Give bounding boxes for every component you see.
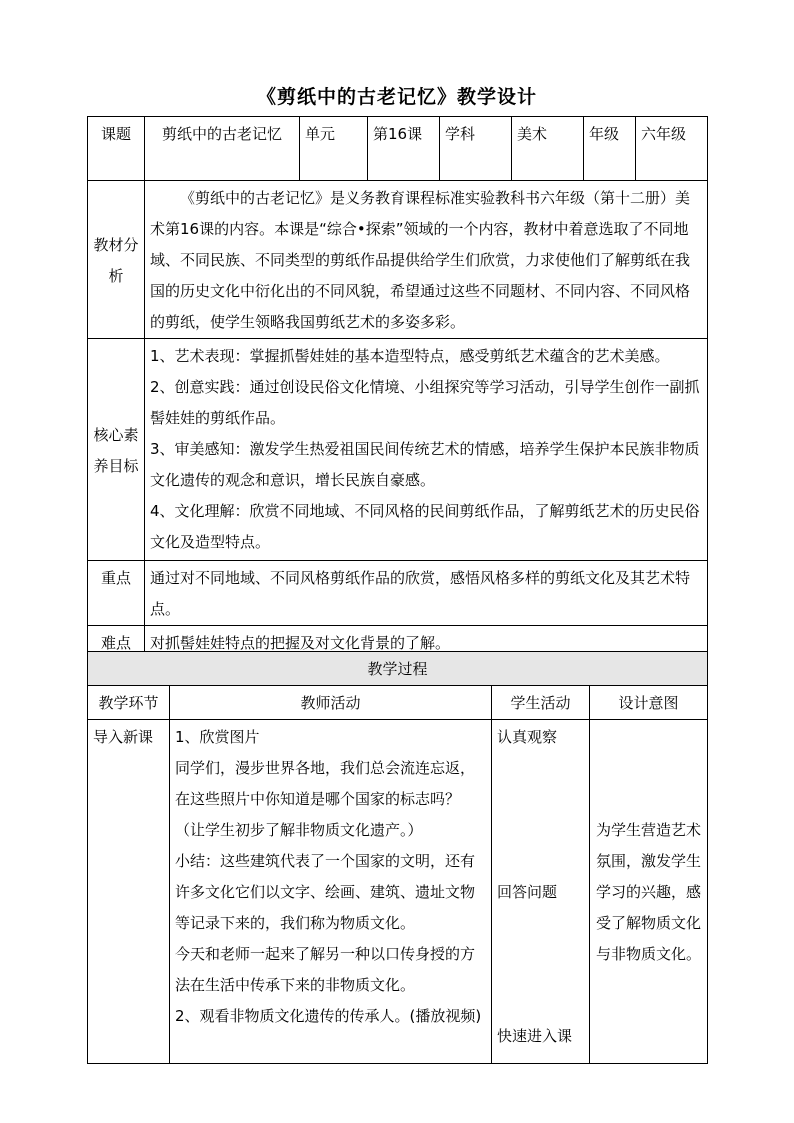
grade-value: 六年级: [636, 117, 708, 181]
analysis-label-text: 教材分析: [93, 235, 139, 285]
student-line: 快速进入课: [497, 1027, 573, 1045]
analysis-label: [88, 181, 145, 339]
process-table: [87, 651, 708, 1064]
lesson-info-table: [87, 116, 708, 660]
goal-item: 1、艺术表现：掌握抓髻娃娃的基本造型特点，感受剪纸艺术蕴含的艺术美感。: [150, 347, 670, 365]
teacher-line: 今天和老师一起来了解另一种以口传身授的方法在生活中传承下来的非物质文化。: [175, 945, 476, 994]
key-point-text: 通过对不同地域、不同风格剪纸作品的欣赏，感悟风格多样的剪纸文化及其艺术特点。: [145, 561, 708, 626]
subject-value: 美术: [512, 117, 584, 181]
subject-label: 学科: [440, 117, 512, 181]
analysis-text: 《剪纸中的古老记忆》是义务教育课程标准实验教科书六年级（第十二册）美术第16课的内容。本课是“综合•探索”领域的一个内容，教材中着意选取了不同地域、不同民族、不同类型的剪纸作品提供给学生们欣赏，力求使他们了解剪纸在我国的历史文化中衍化出的不同风貌，希望通过这些不同题材、不同内容、不同风格的剪纸，使学生领略我国剪纸艺术的多姿多彩。: [145, 181, 708, 339]
process-columns-row: [88, 686, 708, 720]
goals-label-text: 核心素养目标: [93, 425, 139, 475]
goals-label: [88, 339, 145, 561]
process-header-row: [88, 652, 708, 686]
student-line: 认真观察: [497, 728, 558, 746]
teacher-line: 小结：这些建筑代表了一个国家的文明，还有许多文化它们以文字、绘画、建筑、遗址文物等记录下来的，我们称为物质文化。: [175, 852, 476, 932]
key-point-label: 重点: [88, 561, 145, 626]
student-activity-cell: [492, 720, 590, 1064]
info-row: [88, 117, 708, 181]
grade-label: 年级: [584, 117, 636, 181]
stage-cell: 导入新课: [88, 720, 170, 1064]
process-header: 教学过程: [88, 652, 708, 686]
teacher-line: 1、欣赏图片: [175, 728, 260, 746]
col-student: 学生活动: [492, 686, 590, 720]
unit-label: 单元: [300, 117, 368, 181]
goal-item: 4、文化理解：欣赏不同地域、不同风格的民间剪纸作品，了解剪纸艺术的历史民俗文化及造型特点。: [150, 502, 700, 551]
process-row: [88, 720, 708, 1064]
goals-row: [88, 339, 708, 561]
teacher-line: （让学生初步了解非物质文化遗产。）: [175, 821, 423, 839]
goals-list: [145, 339, 708, 561]
col-teacher: 教师活动: [170, 686, 492, 720]
teacher-line: 2、观看非物质文化遗传的传承人。(播放视频): [175, 1007, 482, 1025]
teacher-line: 同学们，漫步世界各地，我们总会流连忘返，在这些照片中你知道是哪个国家的标志吗？: [175, 759, 476, 808]
analysis-row: [88, 181, 708, 339]
design-intent-cell: 为学生营造艺术氛围，激发学生学习的兴趣，感受了解物质文化与非物质文化。: [590, 720, 708, 1064]
col-stage: 教学环节: [88, 686, 170, 720]
key-point-row: [88, 561, 708, 626]
difficulty-label: 难点: [88, 626, 145, 660]
difficulty-text: 对抓髻娃娃特点的把握及对文化背景的了解。: [145, 626, 708, 660]
lesson-value: 剪纸中的古老记忆: [145, 117, 300, 181]
lesson-label: 课题: [88, 117, 145, 181]
goal-item: 3、审美感知：激发学生热爱祖国民间传统艺术的情感，培养学生保护本民族非物质文化遗传的观念和意识，增长民族自豪感。: [150, 440, 700, 489]
page-title: 《剪纸中的古老记忆》教学设计: [256, 86, 537, 108]
col-intent: 设计意图: [590, 686, 708, 720]
teacher-activity-cell: [170, 720, 492, 1064]
unit-value: 第16课: [368, 117, 440, 181]
student-line: 回答问题: [497, 883, 558, 901]
goal-item: 2、创意实践：通过创设民俗文化情境、小组探究等学习活动，引导学生创作一副抓髻娃娃的剪纸作品。: [150, 378, 700, 427]
